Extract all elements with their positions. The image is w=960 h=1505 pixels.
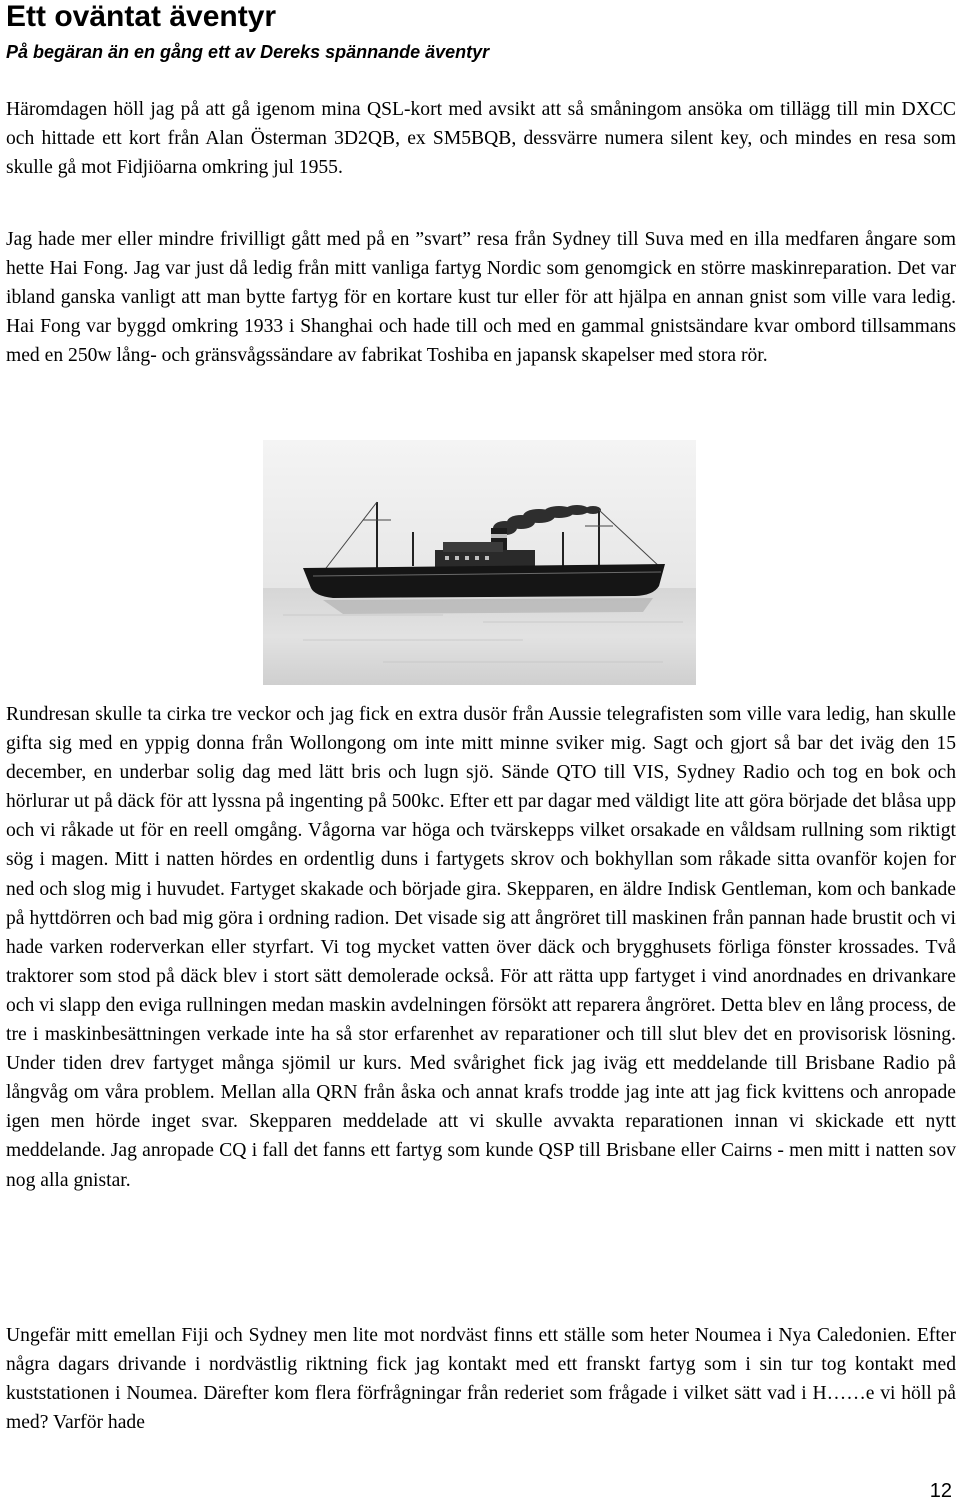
paragraph: Rundresan skulle ta cirka tre veckor och jag fick en extra dusör från Aussie telegrafisten som ville vara ledig, han skulle gifta sig med en yppig donna från Wollongong om inte mitt minne sviker mig. Sagt och gjort så bar det iväg den 15 december, en underbar solig dag med lätt bris och lugn sjö. Sände QTO till VIS, Sydney Radio och tog en bok och hörlurar ut på däck för att lyssna på ingenting på 500kc. Efter ett par dagar med väldigt lite att göra började det blåsa upp och vi råkade ut för en reell omgång. Vågorna var höga och tvärskepps vilket orsakade en våldsam rullning som riktigt sög i magen. Mitt i natten hördes en ordentlig duns i fartygets skrov och bokhyllan som råkade sitta ovanför kojen for ned och slog mig i huvudet. Fartyget skakade och började gira. Skepparen, en äldre Indisk Gentleman, kom och bankade på hyttdörren och bad mig göra i ordning radion. Det visade sig att ångröret till maskinen från pannan hade brustit och vi hade varken roderverkan eller styrfart. Vi tog mycket vatten över däck och brygghusets förliga fönster krossades. Två traktorer som stod på däck blev i stort sätt demolerade också. För att rätta upp fartyget i vind anordnades en drivankare och vi slapp den eviga rullningen medan maskin avdelningen försökt att reparera ångröret. Detta blev en lång process, de tre i maskinbesättningen verkade inte ha så stor erfarenhet av reparationer och till slut blev det en provisorisk lösning. Under tiden drev fartyget många sjömil ur kurs. Med svårighet fick jag iväg ett meddelande till Brisbane Radio på långvåg om våra problem. Mellan alla QRN från åska och annat krafs trodde jag inte att jag fick kvittens och anropade igen men hörde inget svar. Skepparen meddelade att vi skulle avvakta reparationen innan vi skickade ett nytt meddelande. Jag anropade CQ i fall det fanns ett fartyg som kunde QSP till Brisbane eller Cairns - men mitt i natten sov nog alla gnistar. [6,704,956,1191]
page-number: 12 [929,1480,952,1502]
paragraph: Häromdagen höll jag på att gå igenom mina QSL-kort med avsikt att så småningom ansöka om tillägg till min DXCC och hittade ett kort från Alan Österman 3D2QB, ex SM5BQB, dessvärre numera silent key, och mindes en resa som skulle gå mot Fidjiöarna omkring jul 1955. [6,99,956,179]
article-title: Ett oväntat äventyr [6,0,277,33]
article-subtitle: På begäran än en gång ett av Dereks spännande äventyr [6,42,490,62]
paragraph: Jag hade mer eller mindre frivilligt gått med på en ”svart” resa från Sydney till Suva med en illa medfaren ångare som hette Hai Fong. Jag var just då ledig från mitt vanliga fartyg Nordic som genomgick en större maskinreparation. Det var ibland ganska vanligt att man bytte fartyg för en kortare kust tur eller för att hjälpa en annan gnist som ville vara ledig. Hai Fong var byggd omkring 1933 i Shanghai och hade till och med en gammal gnistsändare kvar ombord tillsammans med en 250w lång- och gränsvågssändare av fabrikat Toshiba en japansk skapelser med stora rör. [6,229,956,367]
paragraph: Ungefär mitt emellan Fiji och Sydney men lite mot nordväst finns ett ställe som heter Noumea i Nya Caledonien. Efter några dagars drivande i nordvästlig riktning fick jag kontakt med ett franskt fartyg som i sin tur tog kontakt med kuststationen i Noumea. Därefter kom flera förfrågningar från rederiet som frågade i vilket sätt vad i H……e vi höll på med? Varför hade [6,1325,956,1434]
ship-photo [263,440,696,685]
